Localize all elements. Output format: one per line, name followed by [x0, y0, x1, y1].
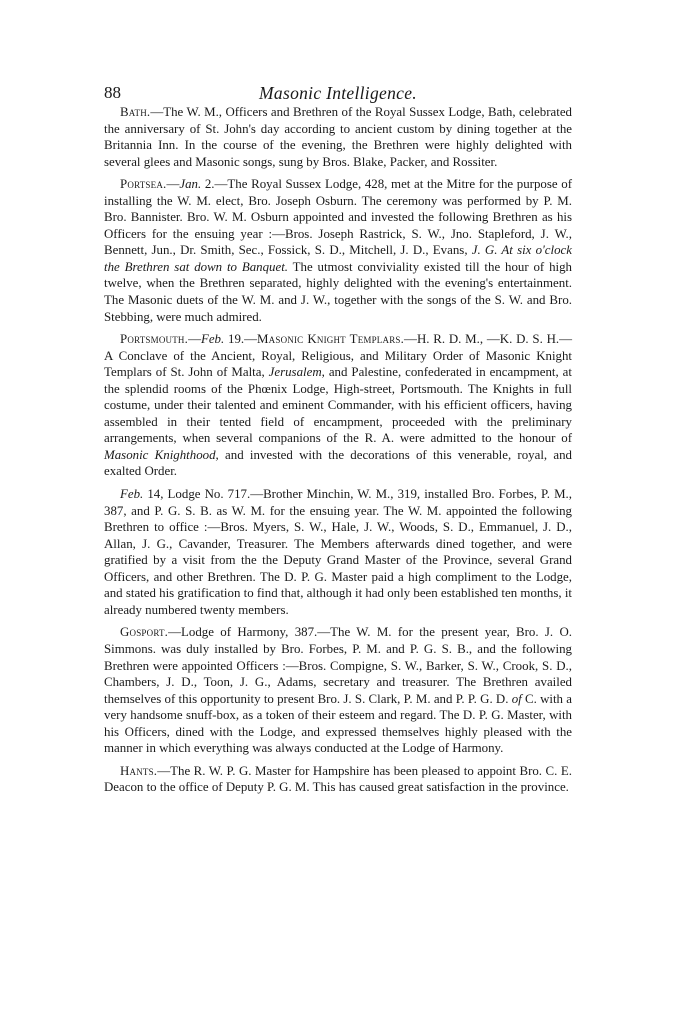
text-run: —	[188, 332, 201, 347]
paragraph-portsmouth-knight-templars	[104, 331, 572, 480]
document-page	[104, 70, 572, 802]
paragraph-bath	[104, 104, 572, 170]
text-run: —	[166, 177, 180, 192]
small-caps-run: Portsea.	[120, 177, 167, 192]
text-run: and invested with the decorations of this venerable, royal, and exalted Order.	[104, 447, 573, 479]
small-caps-run: Bath.	[120, 105, 151, 119]
text-run: The utmost conviviality existed till the hour of high twelve, when the Brethren separated, highly delighted with the evening's entertainment. The Masonic duets of the W. M. and J. W., together with the songs of the S. W. and Bro. Stebbing, were much admired.	[104, 259, 572, 324]
italic-run: Feb.	[200, 332, 225, 347]
italic-run: Feb.	[120, 487, 144, 502]
text-run: —H. R. D. M., —K. D. S. H.—A Conclave of the Ancient, Royal, Religious, and Military Order of Masonic Knight Templars of St. John of Malta,	[104, 332, 573, 380]
small-caps-run: Hants.	[120, 763, 158, 778]
text-run: —The R. W. P. G. Master for Hampshire has been pleased to appoint Bro. C. E. Deacon to the office of Deputy P. G. M. This has caused great satisfaction in the province.	[104, 763, 572, 795]
italic-run: J. G. At six o'clock the Brethren sat down to Banquet.	[104, 243, 572, 274]
italic-run: Jerusalem,	[268, 365, 325, 380]
paragraph-lodge-717	[104, 486, 572, 618]
italic-run: Jan.	[179, 177, 202, 192]
small-caps-run: Gosport.	[120, 625, 169, 640]
text-run: and Palestine, confederated in encampment, at the splendid rooms of the Phœnix Lodge, High-street, Portsmouth. The Knights in full costume, under their talented and eminent Commander, with his efficient officers, having assembled in their tented field of encampment, proceeded with the preliminary arrangements, when several companions of the R. A. were admitted to the honour of	[104, 365, 572, 446]
article-body	[104, 104, 572, 796]
running-title: Masonic Intelligence.	[259, 83, 417, 103]
text-run: 14, Lodge No. 717.—Brother Minchin, W. M., 319, installed Bro. Forbes, P. M., 387, and P. G. S. B. as W. M. for the ensuing year. The W. M. appointed the following Brethren to office :—Bros. Myers, S. W., Hale, J. W., Woods, S. D., Emmanuel, J. D., Allan, J. G., Cavander, Treasurer. The Members afterwards dined together, and were gratified by a visit from the the Deputy Grand Master of the Province, several Grand Officers, and other Brethren. The D. P. G. Master paid a high compliment to the Lodge, and stated his gratification to find that, although it had only been established ten months, it already numbered twenty members.	[104, 487, 572, 617]
paragraph-portsea	[104, 176, 572, 325]
page-header	[104, 70, 572, 104]
italic-run: Masonic Knighthood,	[104, 447, 219, 462]
paragraph-gosport	[104, 624, 572, 756]
small-caps-run: Masonic Knight Templars.	[257, 332, 405, 347]
text-run: 2.—The Royal Sussex Lodge, 428, met at the Mitre for the purpose of installing the W. M. elect, Bro. Joseph Osburn. The ceremony was performed by P. M. Bro. Bannister. Bro. W. M. Osburn appointed and invested the following Brethren as his Officers for the ensuing year :—Bros. Joseph Rastrick, S. W., Jno. Stapleford, J. W., Bennett, Jun., Dr. Smith, Sec., Fossick, S. D., Mitchell, J. D., Evans,	[104, 177, 572, 258]
text-run: —Lodge of Harmony, 387.—The W. M. for the present year, Bro. J. O. Simmons. was duly installed by Bro. Forbes, P. M. and P. G. S. B., and the following Brethren were appointed Officers :—Bros. Compigne, S. W., Barker, S. W., Crook, S. D., Chambers, J. D., Toon, J. G., Adams, secretary and treasurer. The Brethren availed themselves of this opportunity to present Bro. J. S. Clark, P. M. and P. P. G. D.	[104, 625, 572, 706]
italic-run: of	[511, 691, 522, 706]
paragraph-hants	[104, 763, 572, 796]
text-run: 19.—	[224, 332, 258, 347]
text-run: —The W. M., Officers and Brethren of the Royal Sussex Lodge, Bath, celebrated the anniversary of St. John's day according to ancient custom by dining together at the Britannia Inn. In the course of the evening, the Brethren were highly delighted with several glees and Masonic songs, sung by Bros. Blake, Packer, and Rossiter.	[104, 105, 572, 169]
text-run: C. with a very handsome snuff-box, as a token of their esteem and regard. The D. P. G. Master, with his Officers, dined with the Lodge, and expressed themselves highly pleased with the manner in which everything was always conducted at the Lodge of Harmony.	[104, 691, 572, 756]
small-caps-run: Portsmouth.	[120, 332, 189, 347]
page-number: 88	[104, 83, 121, 102]
